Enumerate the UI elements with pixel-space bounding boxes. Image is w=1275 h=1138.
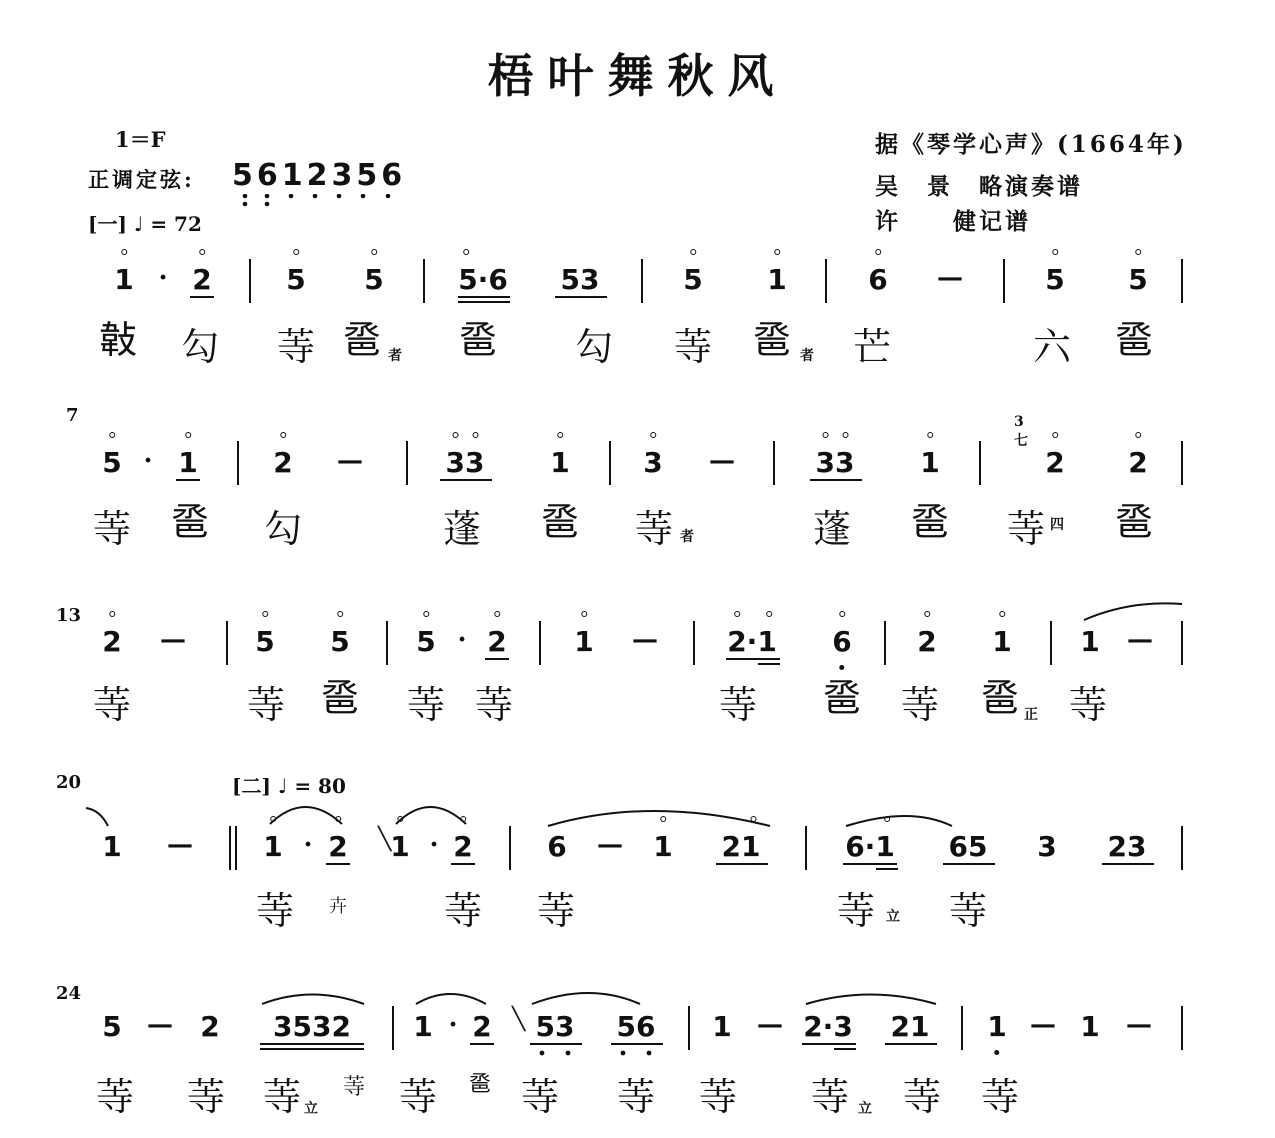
note: 56 [616,1010,656,1043]
note: 1 [263,830,282,863]
note: 2 [328,830,347,863]
performer-credit: 吴 景 略演奏谱 [875,173,1083,200]
jianzi: 𢾁 [98,318,138,362]
annotation: 四 [1050,517,1064,533]
note: 5 [364,263,383,296]
note: 3532 [273,1010,351,1043]
note: 5 [255,625,274,658]
note: 6 [832,625,851,658]
note: 53 [560,263,600,296]
jianzi: 䓁 [900,683,940,727]
note: 1 [550,446,569,479]
note: 33 [816,446,855,479]
jianzi: 䓁 [948,889,988,933]
dot: · [457,625,467,655]
dot: · [303,830,313,860]
jianzi: 𢀿 [822,676,862,720]
jianzi: 䓁 [474,683,514,727]
note: 3 [643,446,662,479]
note: 2 [200,1010,220,1043]
measure-number: 24 [56,983,82,1004]
jianzi: 勾 [574,325,614,369]
slur [548,811,770,826]
jianzi: 䓁 [186,1075,226,1119]
note: 2 [1045,446,1064,479]
note: 2·1 [727,625,777,658]
tuning-notes: 5612356 [232,158,407,193]
jianzi: 𢀿 [320,676,360,720]
jianzi: 䓁 [92,507,132,551]
note: 1 [653,830,672,863]
piece-title: 梧叶舞秋风 [487,49,788,103]
jianzi: 𢀿 [910,500,950,544]
note: 1 [390,830,409,863]
slur [396,807,466,824]
jianzi: 䓁 [1068,683,1108,727]
note: 2·3 [803,1010,853,1043]
note: 6·1 [845,830,895,863]
note: 1 [920,446,939,479]
ornament: ╲ [512,1006,526,1032]
dash: — [337,446,363,476]
ornament: ╲ [378,826,392,852]
annotation: 正 [1024,707,1038,723]
note: 53 [535,1010,575,1043]
jianzi: 䓁 [836,889,876,933]
note: 2 [273,446,292,479]
note: 1 [178,446,197,479]
key-signature: 1＝F [115,127,166,152]
jianzi: 䓁 [406,683,446,727]
annotation: 者 [680,529,694,545]
note: 5 [102,446,121,479]
jianzi: 𢀿 [540,500,580,544]
note: 2 [192,263,211,296]
jianzi: 䓁 [342,1075,366,1100]
annotation: 者 [800,348,814,364]
jianzi: 蓬 [442,507,482,551]
slur [846,816,952,826]
dash: — [632,625,658,655]
jianzi: 蓬 [812,507,852,551]
dash: — [757,1010,783,1040]
note: 1 [102,830,122,863]
source-credit: 据《琴学心声》(1664年) [875,131,1187,158]
note: 1 [987,1010,1006,1043]
dash: — [597,830,623,860]
annotation: 者 [388,348,402,364]
note: 21 [722,830,761,863]
note: 2 [102,625,121,658]
jianzi: 䓁 [634,507,674,551]
note: 1 [413,1010,433,1043]
jianzi: 䓁 [718,683,758,727]
dash: — [1126,1010,1152,1040]
quarter-note-icon: ♩ [277,774,288,798]
note: 1 [1080,1010,1100,1043]
dash: — [709,446,735,476]
slur [1084,603,1182,620]
note: 5 [102,1010,122,1043]
annotation: 立 [858,1101,872,1117]
jianzi: 䓁 [398,1075,438,1119]
note: 6 [868,263,887,296]
dash: — [160,625,186,655]
note: 3 [1037,830,1057,863]
section-1-marker: [一] ♩ = 72 [88,212,202,236]
slur [86,808,108,826]
note: 23 [1107,830,1147,863]
dot: · [143,446,153,476]
note: 5 [683,263,702,296]
note: 2 [917,625,936,658]
note: 2 [453,830,472,863]
slur [262,995,364,1005]
tuning-label: 正调定弦: [88,167,195,192]
dash: — [1030,1010,1056,1040]
jianzi: 䓁 [92,683,132,727]
section-2-marker: [二] ♩ = 80 [232,774,346,798]
transcriber-credit: 许 健记谱 [875,208,1031,235]
annotation: 立 [304,1101,318,1117]
grace-note: 3 七 [1014,414,1028,449]
jianzi: 𢀿 [1114,500,1154,544]
note: 1 [712,1010,732,1043]
jianzi: 𢀿 [458,318,498,362]
note: 5·6 [458,263,508,296]
measure-number: 20 [56,772,82,793]
slur [532,993,640,1004]
note: 2 [472,1010,492,1043]
note: 1 [574,625,593,658]
note: 2 [1128,446,1147,479]
note: 21 [890,1010,930,1043]
measure-number: 13 [56,605,82,626]
jianzi: 𢀿 [980,676,1020,720]
note: 1 [114,263,133,296]
quarter-note-icon: ♩ [133,212,144,236]
dot: · [429,830,439,860]
jianzi: 䓁 [1006,507,1046,551]
note: 1 [767,263,786,296]
jianzi: 𢀿 [342,318,382,362]
jianzi: 䓁 [536,889,576,933]
note: 6 [547,830,567,863]
jianzi: 𢀿 [170,500,210,544]
jianzi: 䓁 [902,1075,942,1119]
note: 65 [948,830,988,863]
dash: — [167,830,193,860]
jianzi: 䓁 [673,325,713,369]
note: 5 [1128,263,1147,296]
dot: · [448,1010,458,1040]
jianzi: 勾 [263,507,303,551]
jianzi: 𢀿 [752,318,792,362]
measure-number: 7 [66,405,79,426]
jianzi: 䓁 [262,1075,302,1119]
jianzi: 勾 [180,325,220,369]
dash: — [1127,625,1153,655]
jianzi: 䓁 [520,1075,560,1119]
jianzi: 六 [1032,325,1072,369]
jianzi: 卉 [329,896,347,917]
jianzi: 䓁 [616,1075,656,1119]
note: 33 [446,446,485,479]
slur [416,994,486,1004]
dot: · [158,263,168,293]
jianzi: 𢀿 [1114,318,1154,362]
jianzi: 䓁 [255,889,295,933]
jianzi: 䓁 [276,325,316,369]
jianzi: 𢀿 [468,1072,492,1097]
note: 1 [1080,625,1100,658]
note: 5 [416,625,435,658]
slur [806,995,936,1005]
slur [270,807,342,824]
note: 1 [992,625,1011,658]
note: 5 [286,263,305,296]
jianzi: 䓁 [246,683,286,727]
jianzi: 䓁 [95,1075,135,1119]
note: 5 [1045,263,1064,296]
jianzi: 芒 [852,325,892,369]
jianzi: 䓁 [810,1075,850,1119]
jianzi: 䓁 [698,1075,738,1119]
dash: — [937,263,963,293]
note: 2 [487,625,506,658]
note: 5 [330,625,349,658]
dash: — [147,1010,173,1040]
annotation: 立 [886,909,900,925]
jianzi: 䓁 [443,889,483,933]
jianzi: 䓁 [980,1075,1020,1119]
